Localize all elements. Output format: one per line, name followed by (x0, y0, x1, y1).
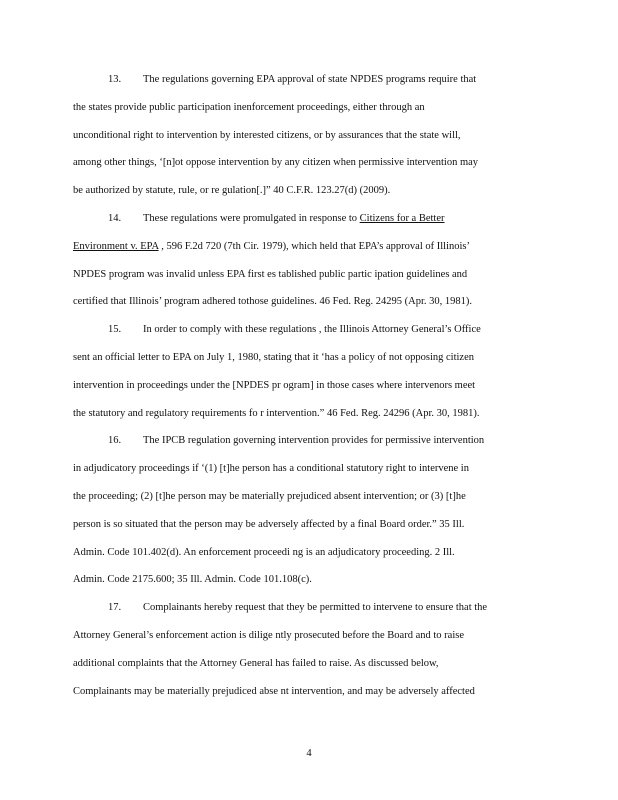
case-citation-link: Environment v. EPA (73, 240, 159, 252)
line-text (73, 237, 541, 257)
paragraph-number: 13. (108, 74, 122, 85)
paragraph-13-line-4: among other things, ‘[n]ot oppose intervention by any citizen when permissive intervention may (73, 157, 479, 169)
paragraph-16-line-3: the proceeding; (2) [t]he person may be materially prejudiced absent intervention; or (3) [t]he (73, 490, 466, 502)
paragraph-13-line-3: unconditional right to intervention by interested citizens, or by assurances that the state will, (73, 129, 461, 141)
paragraph-17-line-4: Complainants may be materially prejudiced abse nt intervention, and may be adversely affected (73, 685, 475, 697)
paragraph-14-line-4: certified that Illinois’ program adhered tothose guidelines. 46 Fed. Reg. 24295 (Apr. 30, 1981). (73, 296, 473, 308)
paragraph-15-line-3: intervention in proceedings under the [NPDES pr ogram] in those cases where intervenors meet (73, 379, 476, 391)
line-text: In order to comply with these regulations , the Illinois Attorney General’s Office (143, 324, 481, 336)
paragraph-15-line-4: the statutory and regulatory requirements fo r intervention.” 46 Fed. Reg. 24296 (Apr. 30, 1981). (73, 407, 480, 419)
paragraph-17-line-2: Attorney General’s enforcement action is dilige ntly prosecuted before the Board and to raise (73, 629, 464, 641)
paragraph-14-line-2 (73, 237, 541, 265)
paragraph-14-line-1 (73, 209, 541, 237)
paragraph-15-line-1 (73, 320, 541, 348)
paragraph-17-line-1 (73, 598, 541, 626)
document-body (73, 70, 541, 709)
paragraph-13-line-5: be authorized by statute, rule, or re gulation[.]” 40 C.F.R. 123.27(d) (2009). (73, 185, 391, 197)
line-text-rest: , 596 F.2d 720 (7th Cir. 1979), which held that EPA’s approval of Illinois’ (158, 240, 470, 252)
case-citation-link: Citizens for a Better (359, 212, 445, 224)
paragraph-13-line-1 (73, 70, 541, 98)
paragraph-16-line-2: in adjudicatory proceedings if ‘(1) [t]he person has a conditional statutory right to intervene in (73, 463, 469, 475)
line-text: The regulations governing EPA approval of state NPDES programs require that (143, 74, 477, 85)
line-text: These regulations were promulgated in response to (143, 212, 360, 224)
line-text: The IPCB regulation governing intervention provides for permissive intervention (143, 435, 485, 447)
paragraph-number: 16. (108, 435, 122, 447)
line-text: Complainants hereby request that they be permitted to intervene to ensure that the (143, 602, 488, 614)
paragraph-13-line-2: the states provide public participation inenforcement proceedings, either through an (73, 101, 425, 113)
page-number: 4 (306, 748, 312, 759)
paragraph-16-line-6: Admin. Code 2175.600; 35 Ill. Admin. Code 101.108(c). (73, 574, 312, 586)
paragraph-16-line-5: Admin. Code 101.402(d). An enforcement proceedi ng is an adjudicatory proceeding. 2 Ill. (73, 546, 455, 558)
paragraph-14-line-3: NPDES program was invalid unless EPA first es tablished public partic ipation guidelines and (73, 268, 468, 280)
paragraph-16-line-1 (73, 431, 541, 459)
paragraph-16-line-4: person is so situated that the person may be adversely affected by a final Board order.” 35 Ill. (73, 518, 465, 530)
paragraph-number: 14. (108, 212, 122, 224)
line-text-wrapper (143, 209, 541, 229)
paragraph-number: 17. (108, 602, 122, 614)
paragraph-number: 15. (108, 324, 122, 336)
paragraph-17-line-3: additional complaints that the Attorney General has failed to raise. As discussed below, (73, 657, 439, 669)
paragraph-15-line-2: sent an official letter to EPA on July 1, 1980, stating that it ‘has a policy of not opposing citizen (73, 351, 474, 363)
